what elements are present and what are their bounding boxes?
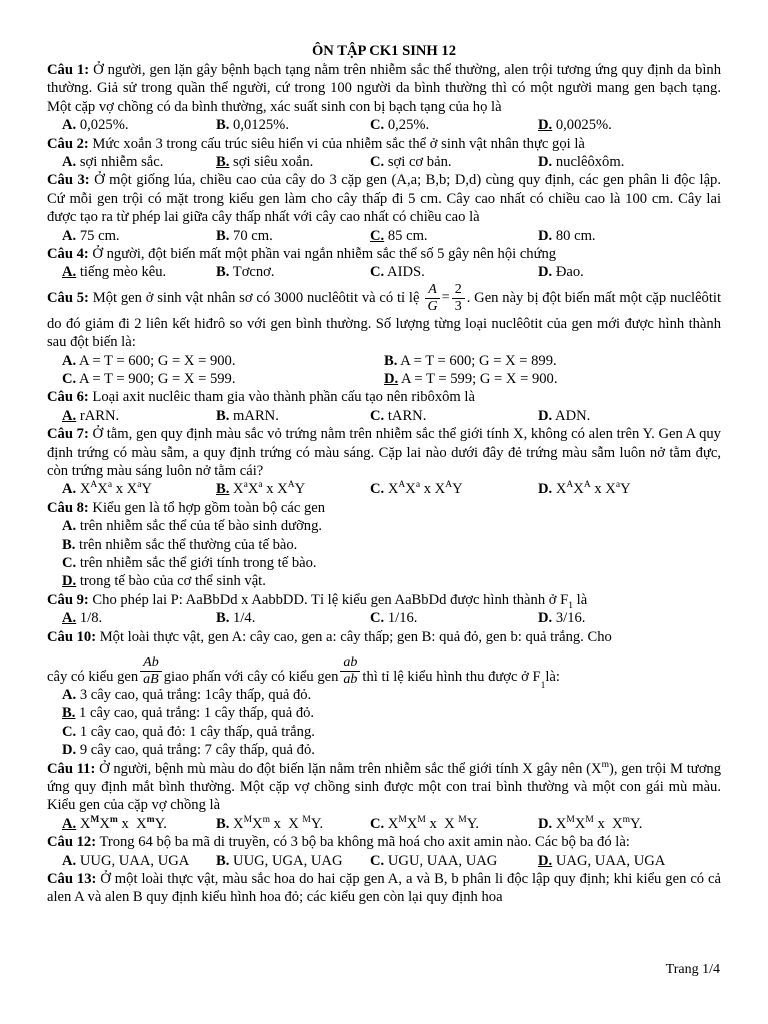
option-d: D. ADN. bbox=[538, 407, 591, 424]
option-a: A. 3 cây cao, quả trắng: 1cây thấp, quả đỏ. bbox=[62, 686, 312, 703]
option-b: B. sợi siêu xoắn. bbox=[216, 154, 314, 171]
option-a: A. UUG, UAA, UGA bbox=[62, 852, 190, 869]
option-b: B. trên nhiễm sắc thể thường của tế bào. bbox=[62, 536, 298, 553]
option-d: D. nuclêôxôm. bbox=[538, 154, 625, 171]
option-a: A. trên nhiễm sắc thể của tế bào sinh dưỡng. bbox=[62, 518, 323, 535]
option-a: A. A = T = 600; G = X = 900. bbox=[62, 352, 236, 369]
option-a: A. 75 cm. bbox=[62, 227, 120, 244]
question-1: Câu 1: Ở người, gen lặn gây bệnh bạch tạng nằm trên nhiễm sắc thể thường, alen trội tương ứng quy định da bình thường. Giả sử trong quần thể người, cứ trong 100 người da bình thường thì có một người mang gen bạch tạng. Một cặp vợ chồng có da bình thường, xác suất sinh con bị bạch tạng của họ là bbox=[47, 62, 721, 115]
option-d: D. trong tế bào của cơ thể sinh vật. bbox=[62, 573, 266, 590]
option-d: D. $X^MX^M$ x $X^mY$. bbox=[538, 814, 643, 832]
question-3: Câu 3: Ở một giống lúa, chiều cao của cây do 3 cặp gen (A,a; B,b; D,d) cùng quy định, các gen phân li độc lập. Cứ mỗi gen trội có mặt trong kiểu gen làm cho cây thấp đi 5 cm. Cây cao nhất có chiều cao là 100 cm. Cây lai được tạo ra từ phép lai giữa cây thấp nhất với cây cao nhất có chiều cao là bbox=[47, 172, 721, 226]
option-b: B. A = T = 600; G = X = 899. bbox=[384, 352, 557, 369]
question-11: Câu 11: Ở người, bệnh mù màu do đột biến lặn nằm trên nhiễm sắc thể giới tính X gây nên $(X^m)$, gen trội M tương ứng quy định mắt bình thường. Một cặp vợ chồng sinh được một con trai bình thường và một con gái mù màu. Kiểu gen của cặp vợ chồng là bbox=[47, 759, 721, 814]
option-c: C. 1/16. bbox=[370, 610, 418, 627]
document-page bbox=[47, 41, 721, 907]
page-title: ÔN TẬP CK1 SINH 12 bbox=[311, 43, 457, 59]
option-b: B. mARN. bbox=[216, 407, 279, 424]
page-number: Trang 1/4 bbox=[665, 962, 720, 977]
option-d: D. $X^AX^A$ x $X^aY$ bbox=[538, 480, 631, 498]
option-b: B. Tơcnơ. bbox=[216, 264, 275, 281]
option-b: B. $X^aX^a$ x $X^AY$ bbox=[216, 480, 306, 498]
option-a: A. $X^AX^a$ x $X^aY$ bbox=[62, 480, 152, 498]
question-4: Câu 4: Ở người, đột biến mất một phần vai ngắn nhiễm sắc thể số 5 gây nên hội chứng bbox=[47, 246, 557, 263]
options-q1 bbox=[47, 116, 721, 134]
options-q4 bbox=[47, 263, 721, 281]
option-d: D. Đao. bbox=[538, 264, 584, 281]
question-5: Câu 5: Một gen ở sinh vật nhân sơ có 3000 nuclêôtit và có tỉ lệ $\frac{A}{G}$ = $\frac{2}{3}$ . Gen này bị đột biến mất một cặp nuclêôtit do đó giảm đi 2 liên kết hiđrô so với gen bình thường. Số lượng từng loại nuclêôtit của gen mới được hình thành sau đột biến là: bbox=[47, 281, 722, 351]
option-c: C. UGU, UAA, UAG bbox=[370, 852, 498, 869]
options-q6 bbox=[47, 407, 721, 425]
option-c: C. A = T = 900; G = X = 599. bbox=[62, 371, 236, 388]
option-c: C. 85 cm. bbox=[370, 227, 428, 244]
question-8: Câu 8: Kiểu gen là tổ hợp gồm toàn bộ các gen bbox=[47, 499, 326, 516]
option-c: C. trên nhiễm sắc thể giới tính trong tế bào. bbox=[62, 555, 317, 571]
option-a: A. $X^MX^m$ x $X^mY$. bbox=[62, 814, 167, 832]
option-d: D. A = T = 599; G = X = 900. bbox=[384, 371, 558, 388]
options-q11 bbox=[47, 815, 721, 833]
option-d: D. 0,0025%. bbox=[538, 117, 612, 134]
question-12: Câu 12: Trong 64 bộ ba mã di truyền, có 3 bộ ba không mã hoá cho axit amin nào. Các bộ ba đó là: bbox=[47, 834, 630, 851]
question-10: Câu 10: Một loài thực vật, gen A: cây cao, gen a: cây thấp; gen B: quả đỏ, gen b: quả trắng. Cho bbox=[47, 628, 612, 645]
options-q3 bbox=[47, 227, 721, 245]
options-q12 bbox=[47, 852, 721, 870]
option-b: B. UUG, UGA, UAG bbox=[216, 852, 343, 869]
option-c: C. AIDS. bbox=[370, 264, 425, 281]
option-c: C. sợi cơ bản. bbox=[370, 154, 452, 171]
options-q5-row2 bbox=[47, 370, 721, 388]
question-13: Câu 13: Ở một loài thực vật, màu sắc hoa do hai cặp gen A, a và B, b phân li độc lập quy định; khi kiểu gen có cả alen A và alen B quy định kiểu hình hoa đỏ; các kiểu gen còn lại quy định hoa bbox=[47, 870, 721, 906]
option-a: A. tiếng mèo kêu. bbox=[62, 264, 167, 281]
option-b: B. 1/4. bbox=[216, 610, 256, 627]
option-c: C. 0,25%. bbox=[370, 117, 430, 134]
options-q5-row1 bbox=[47, 352, 721, 370]
question-2: Câu 2: Mức xoắn 3 trong cấu trúc siêu hiển vi của nhiễm sắc thể ở sinh vật nhân thực gọi là bbox=[47, 135, 585, 152]
option-d: D. 9 cây cao, quả trắng: 7 cây thấp, quả đỏ. bbox=[62, 742, 315, 759]
option-a: A. 1/8. bbox=[62, 610, 103, 627]
option-d: D. 80 cm. bbox=[538, 227, 596, 244]
question-9: Câu 9: Cho phép lai P: AaBbDd x AabbDD. Tỉ lệ kiểu gen AaBbDd được hình thành ở $F_1$ là bbox=[47, 591, 588, 611]
options-q7 bbox=[47, 480, 721, 498]
options-q2 bbox=[47, 153, 721, 171]
ratio-formula: $\frac{A}{G}$ = $\frac{2}{3}$ . bbox=[423, 282, 470, 315]
option-c: C. $X^MX^M$ x X $^M$Y. bbox=[370, 814, 480, 832]
question-10-genotypes: cây có kiểu gen $\frac{Ab}{aB}$ giao phấn với cây có kiểu gen $\frac{ab}{ab}$ thì tỉ lệ kiểu hình thu được ở F 1 là: bbox=[47, 654, 560, 691]
question-7: Câu 7: Ở tằm, gen quy định màu sắc vỏ trứng nằm trên nhiễm sắc thể giới tính X, không có alen trên Y. Gen A quy định trứng có màu sẫm, a quy định trứng có màu sáng. Cặp lai nào dưới đây đẻ trứng màu sẫm luôn nở tằm đực, còn trứng màu sáng luôn nở tằm cái? bbox=[47, 426, 721, 480]
option-a: A. sợi nhiễm sắc. bbox=[62, 154, 164, 171]
option-b: B. $X^MX^m$ x X $^M$Y. bbox=[216, 814, 324, 832]
option-d: D. UAG, UAA, UGA bbox=[538, 852, 666, 869]
option-b: B. 0,0125%. bbox=[216, 117, 289, 134]
option-b: B. 70 cm. bbox=[216, 227, 273, 244]
option-c: C. $X^AX^a$ x $X^AY$ bbox=[370, 480, 463, 498]
option-a: A. rARN. bbox=[62, 407, 120, 424]
options-q9 bbox=[47, 609, 721, 627]
option-c: C. tARN. bbox=[370, 407, 427, 424]
option-b: B. 1 cây cao, quả trắng: 1 cây thấp, quả đỏ. bbox=[62, 705, 315, 722]
option-c: C. 1 cây cao, quả đỏ: 1 cây thấp, quả trắng. bbox=[62, 723, 315, 740]
question-6: Câu 6: Loại axit nuclêic tham gia vào thành phần cấu tạo nên ribôxôm là bbox=[47, 389, 475, 406]
option-a: A. 0,025%. bbox=[62, 117, 129, 134]
option-d: D. 3/16. bbox=[538, 610, 586, 627]
